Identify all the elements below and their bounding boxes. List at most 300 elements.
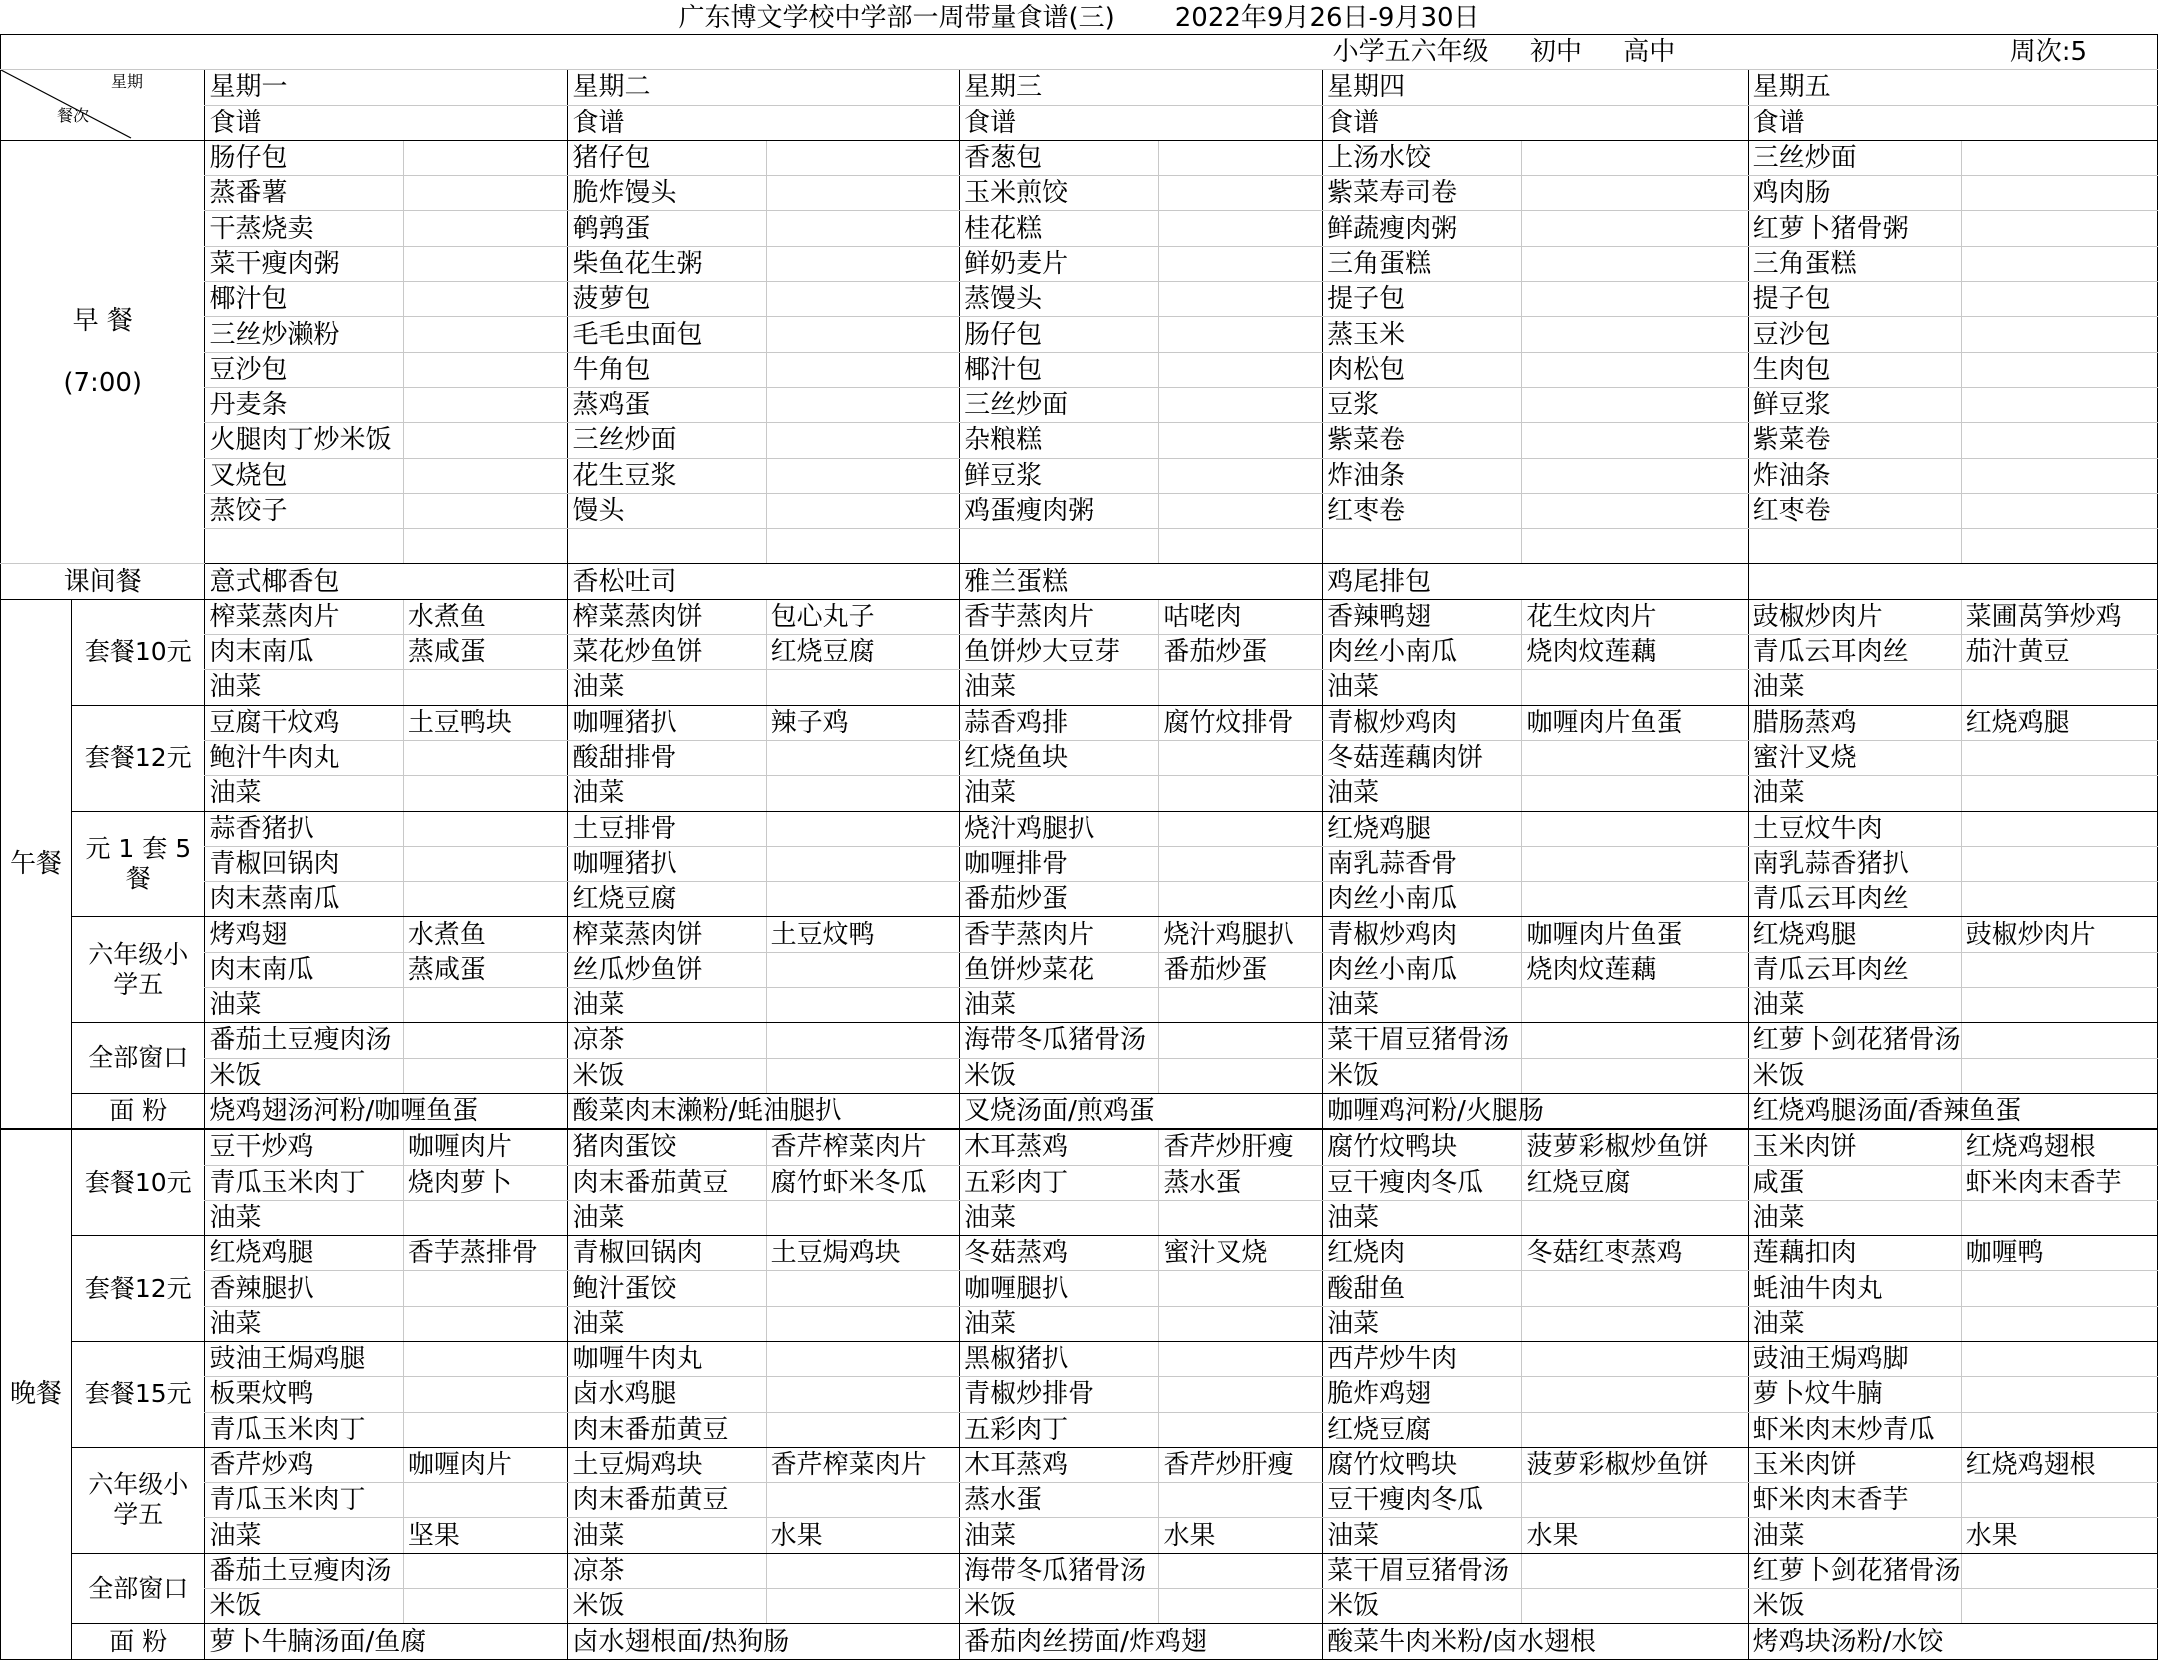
lunch-dish-alt: 烧肉炆莲藕 bbox=[1522, 635, 1748, 670]
dinner-dish-alt bbox=[1159, 1341, 1323, 1376]
lunch-dish-alt bbox=[403, 811, 568, 846]
breakfast-item: 鲜豆浆 bbox=[1748, 387, 1961, 422]
dinner-row bbox=[1, 1518, 2158, 1553]
title-bar bbox=[0, 0, 2158, 36]
lunch-dish: 南乳蒜香骨 bbox=[1323, 846, 1522, 881]
dinner-dish-alt: 烧肉萝卜 bbox=[403, 1165, 568, 1200]
lunch-row bbox=[1, 670, 2158, 705]
dinner-dish: 板栗炆鸭 bbox=[205, 1377, 403, 1412]
corner-weekday-label: 星期 bbox=[111, 72, 144, 92]
breakfast-item: 猪仔包 bbox=[568, 140, 766, 175]
dinner-group-label: 六年级小学五 bbox=[72, 1447, 205, 1553]
lunch-dish: 米饭 bbox=[568, 1058, 766, 1093]
blank-cell bbox=[1522, 458, 1748, 493]
dinner-dish-alt: 菠萝彩椒炒鱼饼 bbox=[1522, 1447, 1748, 1482]
lunch-row bbox=[1, 635, 2158, 670]
day-header-1: 星期一 bbox=[205, 70, 568, 105]
lunch-dish-alt: 茄汁黄豆 bbox=[1961, 635, 2157, 670]
lunch-dish-alt: 豉椒炒肉片 bbox=[1961, 917, 2157, 952]
dinner-dish: 油菜 bbox=[1323, 1306, 1522, 1341]
lunch-dish: 南乳蒜香猪扒 bbox=[1748, 846, 1961, 881]
lunch-dish-alt bbox=[403, 988, 568, 1023]
blank-cell bbox=[766, 493, 959, 528]
corner-meal-label: 餐次 bbox=[57, 106, 90, 126]
day-header-2: 星期二 bbox=[568, 70, 960, 105]
lunch-dish-alt bbox=[1159, 776, 1323, 811]
breakfast-item: 三丝炒面 bbox=[1748, 140, 1961, 175]
lunch-dish-alt bbox=[1159, 1058, 1323, 1093]
breakfast-item: 肠仔包 bbox=[960, 317, 1159, 352]
lunch-dish: 榨菜蒸肉饼 bbox=[568, 599, 766, 634]
lunch-dish: 油菜 bbox=[1323, 988, 1522, 1023]
lunch-dish-alt bbox=[1159, 740, 1323, 775]
lunch-dish: 豉椒炒肉片 bbox=[1748, 599, 1961, 634]
dinner-dish: 米饭 bbox=[1748, 1589, 1961, 1624]
lunch-row bbox=[1, 1093, 2158, 1129]
dinner-dish-alt bbox=[1159, 1306, 1323, 1341]
dinner-dish-alt: 蒸水蛋 bbox=[1159, 1165, 1323, 1200]
dinner-dish: 蚝油牛肉丸 bbox=[1748, 1271, 1961, 1306]
lunch-row bbox=[1, 705, 2158, 740]
breakfast-item: 丹麦条 bbox=[205, 387, 403, 422]
lunch-dish-alt bbox=[1522, 846, 1748, 881]
lunch-dish-alt bbox=[403, 882, 568, 917]
dinner-dish: 烤鸡块汤粉/水饺 bbox=[1748, 1624, 2157, 1659]
dinner-dish: 油菜 bbox=[1748, 1200, 1961, 1235]
dinner-dish-alt bbox=[403, 1200, 568, 1235]
breakfast-row bbox=[1, 352, 2158, 387]
lunch-dish: 丝瓜炒鱼饼 bbox=[568, 952, 766, 987]
recipe-label: 食谱 bbox=[568, 105, 960, 140]
corner-blank bbox=[1, 35, 205, 70]
blank-cell bbox=[403, 458, 568, 493]
lunch-dish: 蒜香鸡排 bbox=[960, 705, 1159, 740]
dinner-dish: 凉茶 bbox=[568, 1553, 766, 1588]
lunch-dish: 米饭 bbox=[205, 1058, 403, 1093]
snack-item: 鸡尾排包 bbox=[1323, 564, 1749, 599]
dinner-dish-alt bbox=[766, 1200, 959, 1235]
breakfast-item: 紫菜卷 bbox=[1748, 423, 1961, 458]
lunch-dish-alt bbox=[1961, 811, 2157, 846]
dinner-dish-alt bbox=[403, 1483, 568, 1518]
breakfast-item: 炸油条 bbox=[1323, 458, 1522, 493]
lunch-dish-alt: 水煮鱼 bbox=[403, 917, 568, 952]
dinner-dish: 腐竹炆鸭块 bbox=[1323, 1129, 1522, 1165]
lunch-dish: 青椒炒鸡肉 bbox=[1323, 705, 1522, 740]
blank-cell bbox=[766, 211, 959, 246]
dinner-row bbox=[1, 1236, 2158, 1271]
dinner-dish: 香辣腿扒 bbox=[205, 1271, 403, 1306]
lunch-dish: 香芋蒸肉片 bbox=[960, 599, 1159, 634]
dinner-dish: 红烧鸡腿 bbox=[205, 1236, 403, 1271]
dinner-group-label: 套餐10元 bbox=[72, 1129, 205, 1235]
blank-cell bbox=[1159, 317, 1323, 352]
lunch-dish-alt bbox=[766, 1058, 959, 1093]
lunch-dish-alt: 咖喱肉片鱼蛋 bbox=[1522, 917, 1748, 952]
dinner-dish-alt bbox=[1961, 1271, 2157, 1306]
lunch-dish: 油菜 bbox=[568, 988, 766, 1023]
lunch-dish-alt bbox=[766, 740, 959, 775]
dinner-dish: 黑椒猪扒 bbox=[960, 1341, 1159, 1376]
dinner-dish-alt: 水果 bbox=[1159, 1518, 1323, 1553]
breakfast-item: 蒸鸡蛋 bbox=[568, 387, 766, 422]
dinner-dish-alt: 蜜汁叉烧 bbox=[1159, 1236, 1323, 1271]
lunch-dish: 咖喱鸡河粉/火腿肠 bbox=[1323, 1093, 1749, 1129]
breakfast-item: 鲜奶麦片 bbox=[960, 246, 1159, 281]
dinner-dish-alt bbox=[766, 1553, 959, 1588]
dinner-dish-alt bbox=[1159, 1377, 1323, 1412]
dinner-dish: 番茄土豆瘦肉汤 bbox=[205, 1553, 403, 1588]
lunch-dish: 油菜 bbox=[1323, 776, 1522, 811]
lunch-dish: 油菜 bbox=[1323, 670, 1522, 705]
dinner-dish-alt: 咖喱肉片 bbox=[403, 1447, 568, 1482]
lunch-dish: 香辣鸭翅 bbox=[1323, 599, 1522, 634]
lunch-dish-alt: 番茄炒蛋 bbox=[1159, 635, 1323, 670]
lunch-dish: 叉烧汤面/煎鸡蛋 bbox=[960, 1093, 1323, 1129]
breakfast-row bbox=[1, 529, 2158, 564]
lunch-group-label: 全部窗口 bbox=[72, 1023, 205, 1094]
lunch-dish-alt bbox=[766, 1023, 959, 1058]
blank-cell bbox=[403, 140, 568, 175]
dinner-dish-alt bbox=[403, 1589, 568, 1624]
dinner-dish: 豆干炒鸡 bbox=[205, 1129, 403, 1165]
blank-cell bbox=[766, 176, 959, 211]
blank-cell bbox=[766, 35, 959, 70]
dinner-dish: 玉米肉饼 bbox=[1748, 1129, 1961, 1165]
dinner-row bbox=[1, 1377, 2158, 1412]
dinner-dish: 青瓜玉米肉丁 bbox=[205, 1483, 403, 1518]
lunch-dish-alt bbox=[1159, 988, 1323, 1023]
lunch-dish-alt: 咕咾肉 bbox=[1159, 599, 1323, 634]
blank-cell bbox=[1748, 35, 1961, 70]
blank-cell bbox=[1159, 352, 1323, 387]
breakfast-label: 早 餐 bbox=[72, 306, 133, 337]
lunch-dish: 烤鸡翅 bbox=[205, 917, 403, 952]
lunch-dish-alt: 蒸咸蛋 bbox=[403, 635, 568, 670]
lunch-dish: 青瓜云耳肉丝 bbox=[1748, 635, 1961, 670]
lunch-dish: 青瓜云耳肉丝 bbox=[1748, 952, 1961, 987]
lunch-dish: 米饭 bbox=[1323, 1058, 1522, 1093]
lunch-dish: 油菜 bbox=[1748, 670, 1961, 705]
lunch-dish: 咖喱猪扒 bbox=[568, 846, 766, 881]
dinner-dish: 米饭 bbox=[1323, 1589, 1522, 1624]
blank-cell bbox=[403, 493, 568, 528]
dinner-dish: 咖喱牛肉丸 bbox=[568, 1341, 766, 1376]
dinner-dish-alt bbox=[1522, 1377, 1748, 1412]
dinner-dish-alt: 坚果 bbox=[403, 1518, 568, 1553]
grades-text: 小学五六年级 bbox=[1332, 37, 1489, 68]
lunch-dish-alt: 红烧鸡腿 bbox=[1961, 705, 2157, 740]
lunch-dish: 烧汁鸡腿扒 bbox=[960, 811, 1159, 846]
dinner-dish: 海带冬瓜猪骨汤 bbox=[960, 1553, 1159, 1588]
lunch-dish: 米饭 bbox=[960, 1058, 1159, 1093]
dinner-dish: 红烧肉 bbox=[1323, 1236, 1522, 1271]
lunch-dish-alt bbox=[766, 988, 959, 1023]
lunch-dish: 油菜 bbox=[568, 670, 766, 705]
dinner-row bbox=[1, 1200, 2158, 1235]
lunch-dish: 青椒炒鸡肉 bbox=[1323, 917, 1522, 952]
lunch-dish: 油菜 bbox=[960, 776, 1159, 811]
lunch-dish: 蜜汁叉烧 bbox=[1748, 740, 1961, 775]
lunch-dish-alt bbox=[766, 670, 959, 705]
title-date: 2022年9月26日-9月30日 bbox=[1174, 3, 1480, 33]
blank-cell bbox=[1522, 352, 1748, 387]
lunch-dish-alt bbox=[1522, 1023, 1748, 1058]
breakfast-item: 鸡肉肠 bbox=[1748, 176, 1961, 211]
dinner-dish-alt: 红烧豆腐 bbox=[1522, 1165, 1748, 1200]
breakfast-item bbox=[1748, 529, 1961, 564]
blank-cell bbox=[1961, 176, 2157, 211]
dinner-dish-alt bbox=[403, 1412, 568, 1447]
lunch-dish: 油菜 bbox=[960, 988, 1159, 1023]
dinner-dish: 卤水翅根面/热狗肠 bbox=[568, 1624, 960, 1659]
breakfast-item bbox=[1323, 529, 1522, 564]
blank-cell bbox=[766, 352, 959, 387]
dinner-dish: 青瓜玉米肉丁 bbox=[205, 1165, 403, 1200]
blank-cell bbox=[1522, 387, 1748, 422]
blank-cell bbox=[403, 387, 568, 422]
lunch-row bbox=[1, 952, 2158, 987]
breakfast-item: 香葱包 bbox=[960, 140, 1159, 175]
blank-cell bbox=[1961, 423, 2157, 458]
lunch-dish-alt bbox=[403, 1058, 568, 1093]
dinner-dish: 西芹炒牛肉 bbox=[1323, 1341, 1522, 1376]
dinner-dish: 油菜 bbox=[205, 1306, 403, 1341]
breakfast-item: 蒸饺子 bbox=[205, 493, 403, 528]
lunch-dish: 肉丝小南瓜 bbox=[1323, 635, 1522, 670]
lunch-group-label: 套餐10元 bbox=[72, 599, 205, 705]
lunch-dish-alt bbox=[766, 776, 959, 811]
menu-table bbox=[0, 34, 2158, 1660]
dinner-dish-alt bbox=[1961, 1412, 2157, 1447]
lunch-dish-alt bbox=[1159, 811, 1323, 846]
lunch-row bbox=[1, 917, 2158, 952]
lunch-dish: 腊肠蒸鸡 bbox=[1748, 705, 1961, 740]
lunch-row bbox=[1, 882, 2158, 917]
lunch-dish-alt bbox=[1961, 846, 2157, 881]
dinner-dish: 酸甜鱼 bbox=[1323, 1271, 1522, 1306]
breakfast-item: 蒸玉米 bbox=[1323, 317, 1522, 352]
dinner-dish: 脆炸鸡翅 bbox=[1323, 1377, 1522, 1412]
recipe-label: 食谱 bbox=[205, 105, 568, 140]
lunch-dish-alt bbox=[1522, 776, 1748, 811]
dinner-dish: 土豆焗鸡块 bbox=[568, 1447, 766, 1482]
lunch-dish-alt: 辣子鸡 bbox=[766, 705, 959, 740]
blank-cell bbox=[1522, 176, 1748, 211]
breakfast-item: 叉烧包 bbox=[205, 458, 403, 493]
recipe-label: 食谱 bbox=[960, 105, 1323, 140]
dinner-dish: 豆干瘦肉冬瓜 bbox=[1323, 1165, 1522, 1200]
breakfast-label-cell bbox=[1, 140, 205, 564]
dinner-dish: 油菜 bbox=[1323, 1518, 1522, 1553]
lunch-row bbox=[1, 740, 2158, 775]
lunch-dish: 鱼饼炒菜花 bbox=[960, 952, 1159, 987]
breakfast-item: 三丝炒濑粉 bbox=[205, 317, 403, 352]
dinner-dish: 油菜 bbox=[205, 1200, 403, 1235]
lunch-dish-alt bbox=[403, 776, 568, 811]
dinner-dish: 油菜 bbox=[205, 1518, 403, 1553]
lunch-dish: 凉茶 bbox=[568, 1023, 766, 1058]
dinner-dish: 油菜 bbox=[960, 1518, 1159, 1553]
dinner-dish-alt: 香芋蒸排骨 bbox=[403, 1236, 568, 1271]
dinner-dish-alt bbox=[1522, 1200, 1748, 1235]
dinner-dish-alt bbox=[1522, 1589, 1748, 1624]
dinner-dish-alt bbox=[766, 1306, 959, 1341]
dinner-dish-alt bbox=[1159, 1483, 1323, 1518]
corner-diagonal bbox=[1, 70, 205, 141]
snack-item: 雅兰蛋糕 bbox=[960, 564, 1323, 599]
dinner-dish: 冬菇蒸鸡 bbox=[960, 1236, 1159, 1271]
dinner-dish-alt: 土豆焗鸡块 bbox=[766, 1236, 959, 1271]
breakfast-item: 玉米煎饺 bbox=[960, 176, 1159, 211]
breakfast-item: 桂花糕 bbox=[960, 211, 1159, 246]
breakfast-item: 三角蛋糕 bbox=[1323, 246, 1522, 281]
lunch-dish-alt: 水煮鱼 bbox=[403, 599, 568, 634]
lunch-dish-alt: 花生炆肉片 bbox=[1522, 599, 1748, 634]
lunch-dish: 红烧鸡腿 bbox=[1748, 917, 1961, 952]
diagonal-line bbox=[1, 70, 205, 140]
lunch-dish-alt bbox=[766, 846, 959, 881]
dinner-dish: 肉末番茄黄豆 bbox=[568, 1483, 766, 1518]
lunch-dish: 榨菜蒸肉片 bbox=[205, 599, 403, 634]
blank-cell bbox=[1159, 246, 1323, 281]
recipe-label: 食谱 bbox=[1748, 105, 2157, 140]
dinner-row bbox=[1, 1306, 2158, 1341]
lunch-dish: 红萝卜剑花猪骨汤 bbox=[1748, 1023, 1961, 1058]
dinner-dish-alt bbox=[1522, 1412, 1748, 1447]
dinner-dish: 五彩肉丁 bbox=[960, 1165, 1159, 1200]
dinner-dish-alt: 腐竹虾米冬瓜 bbox=[766, 1165, 959, 1200]
breakfast-item: 脆炸馒头 bbox=[568, 176, 766, 211]
lunch-dish: 肉末蒸南瓜 bbox=[205, 882, 403, 917]
dinner-dish: 猪肉蛋饺 bbox=[568, 1129, 766, 1165]
lunch-dish: 菜花炒鱼饼 bbox=[568, 635, 766, 670]
lunch-dish: 鱼饼炒大豆芽 bbox=[960, 635, 1159, 670]
lunch-dish-alt bbox=[1522, 811, 1748, 846]
day-header-5: 星期五 bbox=[1748, 70, 2157, 105]
day-header-row bbox=[1, 70, 2158, 105]
lunch-dish: 油菜 bbox=[1748, 988, 1961, 1023]
blank-cell bbox=[403, 35, 568, 70]
lunch-dish: 肉末南瓜 bbox=[205, 635, 403, 670]
breakfast-row bbox=[1, 493, 2158, 528]
dinner-dish: 青椒炒排骨 bbox=[960, 1377, 1159, 1412]
blank-cell bbox=[1961, 246, 2157, 281]
breakfast-row bbox=[1, 211, 2158, 246]
dinner-dish: 油菜 bbox=[1748, 1306, 1961, 1341]
breakfast-row bbox=[1, 246, 2158, 281]
lunch-dish: 油菜 bbox=[205, 988, 403, 1023]
dinner-dish-alt: 香芹炒肝瘦 bbox=[1159, 1129, 1323, 1165]
lunch-dish-alt bbox=[1961, 882, 2157, 917]
lunch-dish-alt bbox=[1522, 1058, 1748, 1093]
breakfast-item: 肉松包 bbox=[1323, 352, 1522, 387]
lunch-dish-alt bbox=[403, 740, 568, 775]
lunch-dish-alt bbox=[1961, 1023, 2157, 1058]
dinner-dish-alt: 香芹榨菜肉片 bbox=[766, 1447, 959, 1482]
breakfast-item: 菜干瘦肉粥 bbox=[205, 246, 403, 281]
dinner-dish-alt bbox=[766, 1271, 959, 1306]
blank-cell bbox=[766, 458, 959, 493]
breakfast-item: 红枣卷 bbox=[1323, 493, 1522, 528]
lunch-row bbox=[1, 776, 2158, 811]
dinner-dish: 五彩肉丁 bbox=[960, 1412, 1159, 1447]
lunch-dish: 蒜香猪扒 bbox=[205, 811, 403, 846]
dinner-dish-alt bbox=[1961, 1377, 2157, 1412]
lunch-dish-alt bbox=[403, 670, 568, 705]
dinner-dish-alt bbox=[1961, 1589, 2157, 1624]
blank-cell bbox=[1159, 282, 1323, 317]
dinner-dish-alt bbox=[1522, 1553, 1748, 1588]
breakfast-item: 提子包 bbox=[1748, 282, 1961, 317]
lunch-dish: 冬菇莲藕肉饼 bbox=[1323, 740, 1522, 775]
breakfast-item: 柴鱼花生粥 bbox=[568, 246, 766, 281]
dinner-row bbox=[1, 1165, 2158, 1200]
blank-cell bbox=[766, 317, 959, 352]
blank-cell bbox=[1961, 458, 2157, 493]
lunch-dish: 香芋蒸肉片 bbox=[960, 917, 1159, 952]
dinner-dish: 蒸水蛋 bbox=[960, 1483, 1159, 1518]
dinner-dish: 莲藕扣肉 bbox=[1748, 1236, 1961, 1271]
blank-cell bbox=[960, 35, 1159, 70]
lunch-dish: 油菜 bbox=[1748, 776, 1961, 811]
breakfast-item: 花生豆浆 bbox=[568, 458, 766, 493]
recipe-label: 食谱 bbox=[1323, 105, 1749, 140]
dinner-dish: 米饭 bbox=[960, 1589, 1159, 1624]
blank-cell bbox=[1522, 140, 1748, 175]
dinner-dish-alt: 菠萝彩椒炒鱼饼 bbox=[1522, 1129, 1748, 1165]
dinner-dish: 虾米肉末香芋 bbox=[1748, 1483, 1961, 1518]
lunch-dish: 酸菜肉末濑粉/蚝油腿扒 bbox=[568, 1093, 960, 1129]
dinner-dish-alt bbox=[766, 1412, 959, 1447]
dinner-dish-alt bbox=[1522, 1483, 1748, 1518]
blank-cell bbox=[1522, 211, 1748, 246]
lunch-label: 午餐 bbox=[1, 599, 72, 1129]
lunch-dish-alt bbox=[403, 1023, 568, 1058]
dinner-row bbox=[1, 1271, 2158, 1306]
lunch-dish-alt bbox=[1961, 1058, 2157, 1093]
dinner-group-label: 面 粉 bbox=[72, 1624, 205, 1659]
week-number: 周次:5 bbox=[1961, 35, 2157, 70]
lunch-dish-alt bbox=[766, 811, 959, 846]
breakfast-item: 肠仔包 bbox=[205, 140, 403, 175]
page-title bbox=[0, 2, 2158, 34]
lunch-dish: 土豆炆牛肉 bbox=[1748, 811, 1961, 846]
dinner-row bbox=[1, 1129, 2158, 1165]
blank-cell bbox=[403, 282, 568, 317]
dinner-group-label: 套餐12元 bbox=[72, 1236, 205, 1342]
snack-item: 香松吐司 bbox=[568, 564, 960, 599]
blank-cell bbox=[1159, 493, 1323, 528]
blank-cell bbox=[1961, 282, 2157, 317]
blank-cell bbox=[1522, 493, 1748, 528]
lunch-dish-alt bbox=[1522, 988, 1748, 1023]
dinner-row bbox=[1, 1553, 2158, 1588]
lunch-dish: 咖喱猪扒 bbox=[568, 705, 766, 740]
dinner-dish: 青椒回锅肉 bbox=[568, 1236, 766, 1271]
breakfast-item: 红萝卜猪骨粥 bbox=[1748, 211, 1961, 246]
blank-cell bbox=[1961, 352, 2157, 387]
dinner-dish-alt: 水果 bbox=[1961, 1518, 2157, 1553]
dinner-dish-alt bbox=[1159, 1589, 1323, 1624]
blank-cell bbox=[766, 140, 959, 175]
dinner-dish-alt: 咖喱鸭 bbox=[1961, 1236, 2157, 1271]
dinner-dish: 菜干眉豆猪骨汤 bbox=[1323, 1553, 1522, 1588]
lunch-dish: 油菜 bbox=[205, 670, 403, 705]
lunch-dish: 青椒回锅肉 bbox=[205, 846, 403, 881]
lunch-dish-alt bbox=[766, 882, 959, 917]
breakfast-item: 蒸番薯 bbox=[205, 176, 403, 211]
